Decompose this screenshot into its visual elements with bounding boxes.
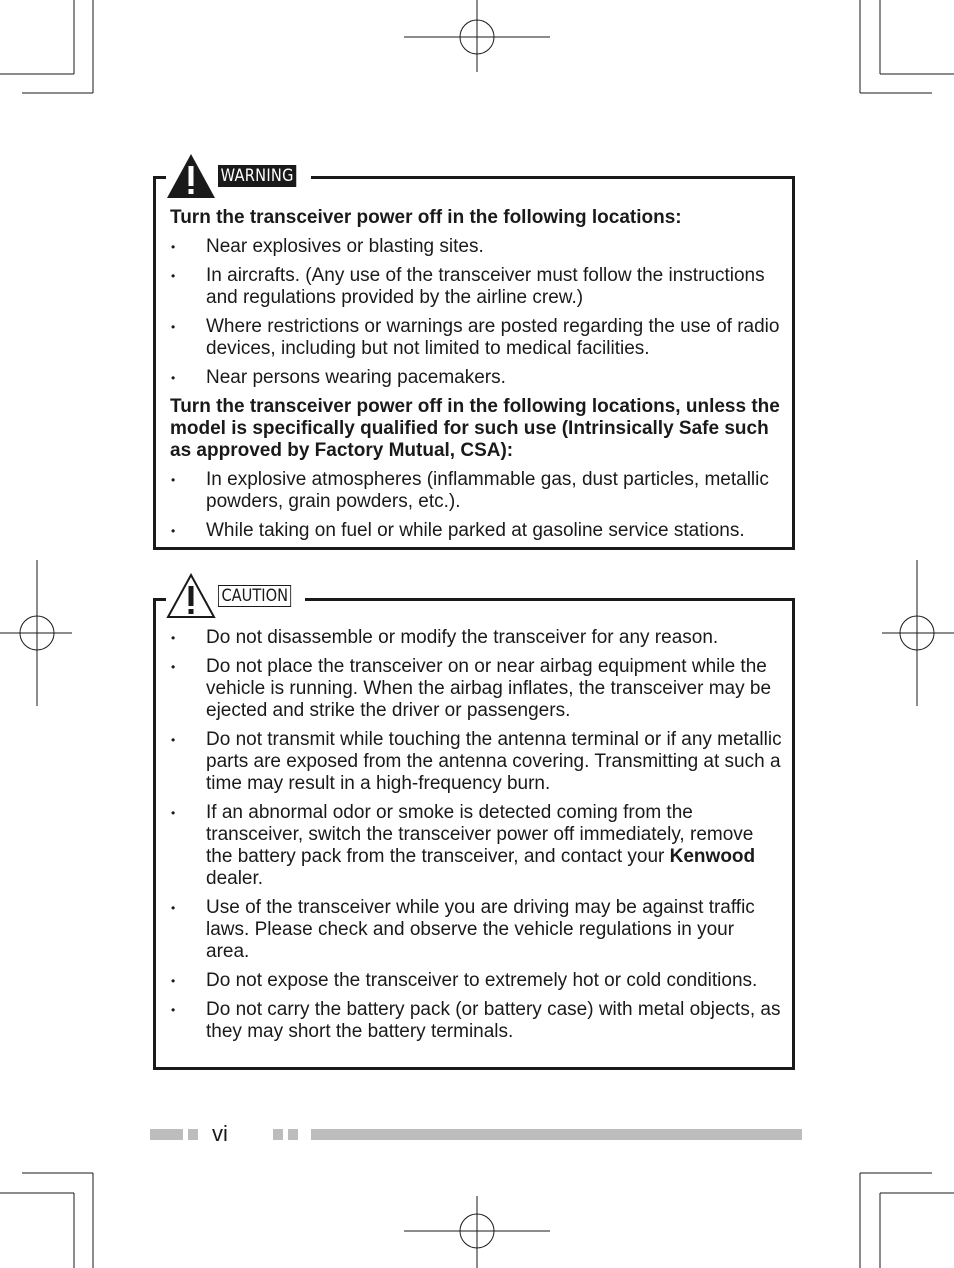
list-item: • Do not place the transceiver on or near airbag equipment while the vehicle is running. When the airbag inflates, the transceiver may be ejected and strike the driver or passengers. — [170, 656, 782, 722]
list-item: • Do not expose the transceiver to extremely hot or cold conditions. — [170, 970, 782, 992]
list-item: • In aircrafts. (Any use of the transceiver must follow the instructions and regulations provided by the airline crew.) — [170, 265, 782, 309]
list-item: • Do not carry the battery pack (or battery case) with metal objects, as they may short the battery terminals. — [170, 999, 782, 1043]
list-item: • Near persons wearing pacemakers. — [170, 367, 782, 389]
list-item: • Do not disassemble or modify the transceiver for any reason. — [170, 627, 782, 649]
page-number: vi — [212, 1121, 228, 1146]
list-item: • In explosive atmospheres (inflammable gas, dust particles, metallic powders, grain powders, etc.). — [170, 469, 782, 513]
warning-label: WARNING — [218, 165, 296, 187]
caution-label: CAUTION — [218, 585, 291, 607]
list-item: • While taking on fuel or while parked at gasoline service stations. — [170, 520, 782, 542]
warning-heading-1: Turn the transceiver power off in the following locations: — [170, 207, 682, 228]
list-item: • Where restrictions or warnings are posted regarding the use of radio devices, including but not limited to medical facilities. — [170, 316, 782, 360]
list-item: • Do not transmit while touching the antenna terminal or if any metallic parts are exposed from the antenna covering. Transmitting at such a time may result in a high-frequency burn. — [170, 729, 782, 795]
dealer-text-before: If an abnormal odor or smoke is detected coming from the transceiver, switch the transceiver power off immediately, remove the battery pack from the transceiver, and contact your — [206, 802, 754, 867]
brand-name: Kenwood — [669, 846, 756, 867]
warning-heading-2: Turn the transceiver power off in the following locations, unless the model is specifically qualified for such use (Intrinsically Safe such as approved by Factory Mutual, CSA): — [170, 396, 780, 461]
list-item: • Use of the transceiver while you are driving may be against traffic laws. Please check and observe the vehicle regulations in your area. — [170, 897, 782, 963]
list-item: • Near explosives or blasting sites. — [170, 236, 782, 258]
dealer-text-after: dealer. — [206, 868, 264, 889]
